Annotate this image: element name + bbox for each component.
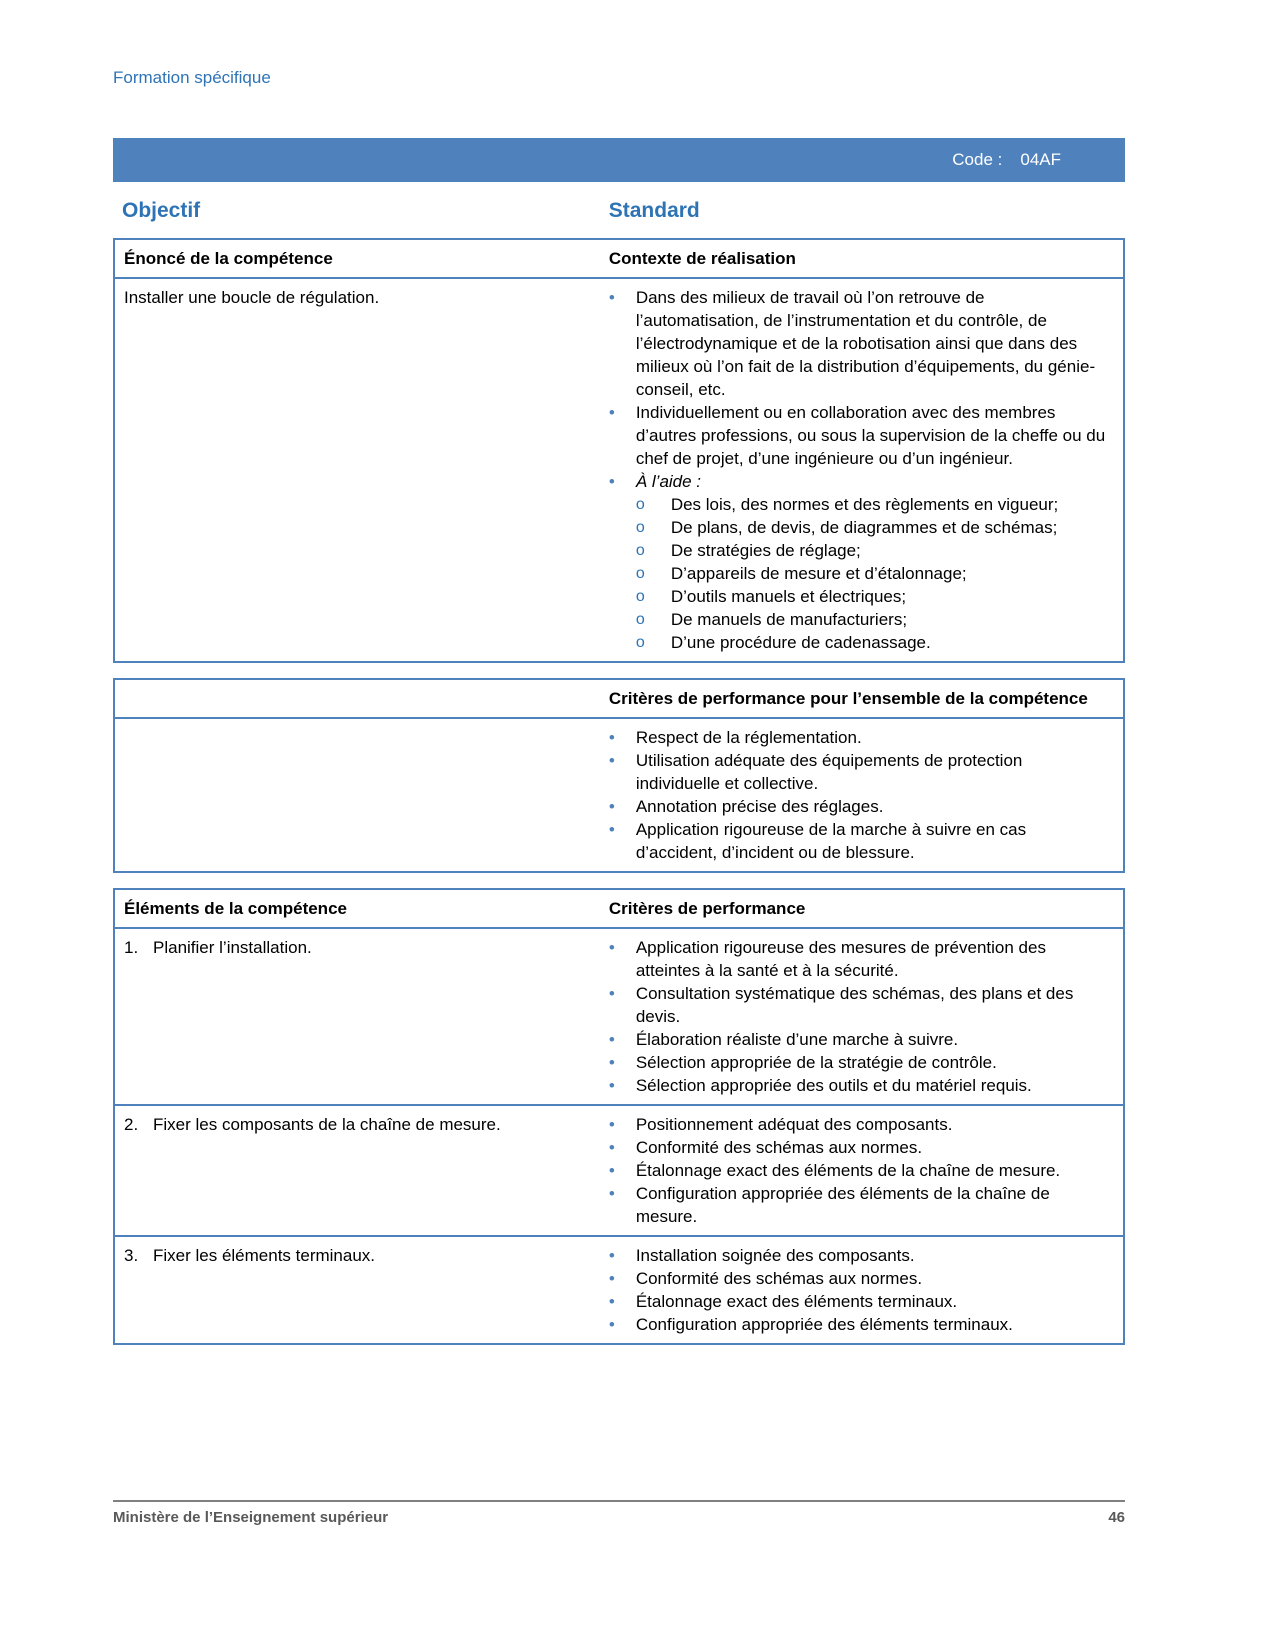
footer-ministry: Ministère de l’Enseignement supérieur bbox=[113, 1509, 389, 1526]
sub-bullet-item bbox=[636, 585, 1109, 608]
code-bar bbox=[113, 138, 1125, 182]
empty-cell bbox=[115, 719, 599, 871]
bullet-text: Positionnement adéquat des composants. bbox=[635, 1115, 953, 1134]
bullet-item bbox=[609, 286, 1109, 401]
bullet-icon: • bbox=[608, 1115, 615, 1134]
bullet-icon: • bbox=[608, 472, 615, 491]
bullet-icon: • bbox=[608, 1315, 615, 1334]
element-number: 3. bbox=[124, 1246, 139, 1265]
sub-bullet-text: De manuels de manufacturiers; bbox=[670, 610, 908, 629]
code-label: Code : bbox=[952, 150, 1003, 169]
elements-table bbox=[113, 888, 1125, 1345]
bullet-icon: • bbox=[608, 820, 615, 839]
footer-page-number: 46 bbox=[1108, 1509, 1125, 1526]
bullet-icon: • bbox=[608, 1030, 615, 1049]
sub-bullet-text: D’outils manuels et électriques; bbox=[670, 587, 907, 606]
global-criteria-header: Critères de performance pour l’ensemble de la compétence bbox=[608, 689, 1088, 708]
sub-bullet-item bbox=[636, 631, 1109, 654]
criteria-cell bbox=[599, 929, 1123, 1104]
bullet-text: Consultation systématique des schémas, des plans et des devis. bbox=[635, 984, 1074, 1026]
sub-bullet-icon: o bbox=[635, 519, 645, 536]
bullet-icon: • bbox=[608, 751, 615, 770]
element-cell bbox=[115, 929, 599, 1104]
sub-bullet-text: D’une procédure de cadenassage. bbox=[670, 633, 931, 652]
bullet-item bbox=[609, 982, 1109, 1028]
bullet-icon: • bbox=[608, 403, 615, 422]
element-label: Fixer les composants de la chaîne de mesure. bbox=[153, 1115, 501, 1134]
element-number: 2. bbox=[124, 1115, 139, 1134]
bullet-item bbox=[609, 1244, 1109, 1267]
sub-bullet-text: De plans, de devis, de diagrammes et de schémas; bbox=[670, 518, 1058, 537]
bullet-item bbox=[609, 749, 1109, 795]
bullet-text: Dans des milieux de travail où l’on retrouve de l’automatisation, de l’instrumentation et du contrôle, de l’électrodynamique et de la robotisation ainsi que dans des milieux où l’on fait de la distribution d’équipements, du génie-conseil, etc. bbox=[635, 288, 1096, 399]
bullet-item bbox=[609, 470, 1109, 493]
bullet-text: Configuration appropriée des éléments terminaux. bbox=[635, 1315, 1013, 1334]
standard-heading: Standard bbox=[608, 199, 700, 222]
bullet-text: Étalonnage exact des éléments de la chaîne de mesure. bbox=[635, 1161, 1061, 1180]
bullet-icon: • bbox=[608, 1138, 615, 1157]
objectif-heading: Objectif bbox=[122, 199, 201, 222]
bullet-item bbox=[609, 1267, 1109, 1290]
bullet-item bbox=[609, 1313, 1109, 1336]
bullet-text: Configuration appropriée des éléments de la chaîne de mesure. bbox=[635, 1184, 1050, 1226]
bullet-item bbox=[609, 1074, 1109, 1097]
sub-bullet-text: Des lois, des normes et des règlements en vigueur; bbox=[670, 495, 1059, 514]
bullet-item bbox=[609, 1136, 1109, 1159]
bullet-icon: • bbox=[608, 797, 615, 816]
bullet-icon: • bbox=[608, 1076, 615, 1095]
page-footer bbox=[113, 1500, 1125, 1526]
element-label: Planifier l’installation. bbox=[153, 938, 312, 957]
bullet-text: Conformité des schémas aux normes. bbox=[635, 1138, 923, 1157]
sub-bullet-icon: o bbox=[635, 634, 645, 651]
sub-bullet-item bbox=[636, 608, 1109, 631]
bullet-text: Sélection appropriée des outils et du matériel requis. bbox=[635, 1076, 1032, 1095]
element-cell bbox=[115, 1106, 599, 1235]
bullet-item bbox=[609, 1028, 1109, 1051]
bullet-item bbox=[609, 1290, 1109, 1313]
bullet-item bbox=[609, 936, 1109, 982]
competence-table-header bbox=[115, 240, 1123, 279]
global-criteria-cell bbox=[599, 719, 1123, 871]
bullet-item bbox=[609, 1159, 1109, 1182]
bullet-item bbox=[609, 1051, 1109, 1074]
bullet-text: Respect de la réglementation. bbox=[635, 728, 862, 747]
bullet-icon: • bbox=[608, 938, 615, 957]
global-criteria-table bbox=[113, 678, 1125, 873]
global-criteria-table-header bbox=[115, 680, 1123, 719]
bullet-text: Élaboration réaliste d’une marche à suivre. bbox=[635, 1030, 959, 1049]
bullet-text: Sélection appropriée de la stratégie de contrôle. bbox=[635, 1053, 997, 1072]
sub-bullet-icon: o bbox=[635, 542, 645, 559]
sub-bullet-text: De stratégies de réglage; bbox=[670, 541, 861, 560]
bullet-icon: • bbox=[608, 1053, 615, 1072]
element-row bbox=[115, 1235, 1123, 1343]
contexte-header: Contexte de réalisation bbox=[608, 249, 796, 268]
bullet-text: Individuellement ou en collaboration avec des membres d’autres professions, ou sous la supervision de la cheffe ou du chef de projet, d’une ingénieure ou d’un ingénieur. bbox=[635, 403, 1106, 468]
bullet-text: Installation soignée des composants. bbox=[635, 1246, 915, 1265]
element-number: 1. bbox=[124, 938, 139, 957]
bullet-text: À l’aide : bbox=[635, 472, 702, 491]
sub-bullet-icon: o bbox=[635, 611, 645, 628]
elements-table-header bbox=[115, 890, 1123, 929]
sub-bullet-item bbox=[636, 562, 1109, 585]
bullet-text: Application rigoureuse de la marche à suivre en cas d’accident, d’incident ou de blessure. bbox=[635, 820, 1027, 862]
bullet-item bbox=[609, 726, 1109, 749]
bullet-icon: • bbox=[608, 1269, 615, 1288]
element-label: Fixer les éléments terminaux. bbox=[153, 1246, 376, 1265]
competence-table-body bbox=[115, 279, 1123, 661]
sub-bullet-item bbox=[636, 539, 1109, 562]
bullet-icon: • bbox=[608, 1161, 615, 1180]
bullet-item bbox=[609, 1182, 1109, 1228]
sub-bullet-icon: o bbox=[635, 565, 645, 582]
element-cell bbox=[115, 1237, 599, 1343]
criteria-cell bbox=[599, 1237, 1123, 1343]
bullet-item bbox=[609, 795, 1109, 818]
document-page bbox=[113, 0, 1125, 1345]
bullet-item bbox=[609, 401, 1109, 470]
bullet-icon: • bbox=[608, 984, 615, 1003]
criteria-cell bbox=[599, 1106, 1123, 1235]
element-row bbox=[115, 929, 1123, 1104]
competence-table bbox=[113, 238, 1125, 663]
bullet-icon: • bbox=[608, 728, 615, 747]
bullet-text: Étalonnage exact des éléments terminaux. bbox=[635, 1292, 958, 1311]
sub-bullet-item bbox=[636, 516, 1109, 539]
section-label: Formation spécifique bbox=[113, 68, 271, 87]
element-row bbox=[115, 1104, 1123, 1235]
bullet-icon: • bbox=[608, 1184, 615, 1203]
contexte-cell bbox=[599, 279, 1123, 661]
bullet-item bbox=[609, 818, 1109, 864]
competence-statement: Installer une boucle de régulation. bbox=[124, 288, 380, 307]
column-titles bbox=[113, 199, 1125, 223]
bullet-icon: • bbox=[608, 288, 615, 307]
sub-bullet-text: D’appareils de mesure et d’étalonnage; bbox=[670, 564, 967, 583]
bullet-icon: • bbox=[608, 1292, 615, 1311]
criteres-header: Critères de performance bbox=[608, 899, 806, 918]
code-value: 04AF bbox=[1020, 150, 1061, 169]
bullet-text: Application rigoureuse des mesures de prévention des atteintes à la santé et à la sécurité. bbox=[635, 938, 1046, 980]
elements-header: Éléments de la compétence bbox=[124, 899, 347, 918]
empty-cell bbox=[115, 680, 599, 717]
sub-bullet-icon: o bbox=[635, 496, 645, 513]
sub-bullet-icon: o bbox=[635, 588, 645, 605]
bullet-text: Conformité des schémas aux normes. bbox=[635, 1269, 923, 1288]
global-criteria-body bbox=[115, 719, 1123, 871]
sub-bullet-item bbox=[636, 493, 1109, 516]
enonce-header: Énoncé de la compétence bbox=[124, 249, 333, 268]
bullet-text: Annotation précise des réglages. bbox=[635, 797, 884, 816]
bullet-text: Utilisation adéquate des équipements de protection individuelle et collective. bbox=[635, 751, 1023, 793]
bullet-item bbox=[609, 1113, 1109, 1136]
bullet-icon: • bbox=[608, 1246, 615, 1265]
